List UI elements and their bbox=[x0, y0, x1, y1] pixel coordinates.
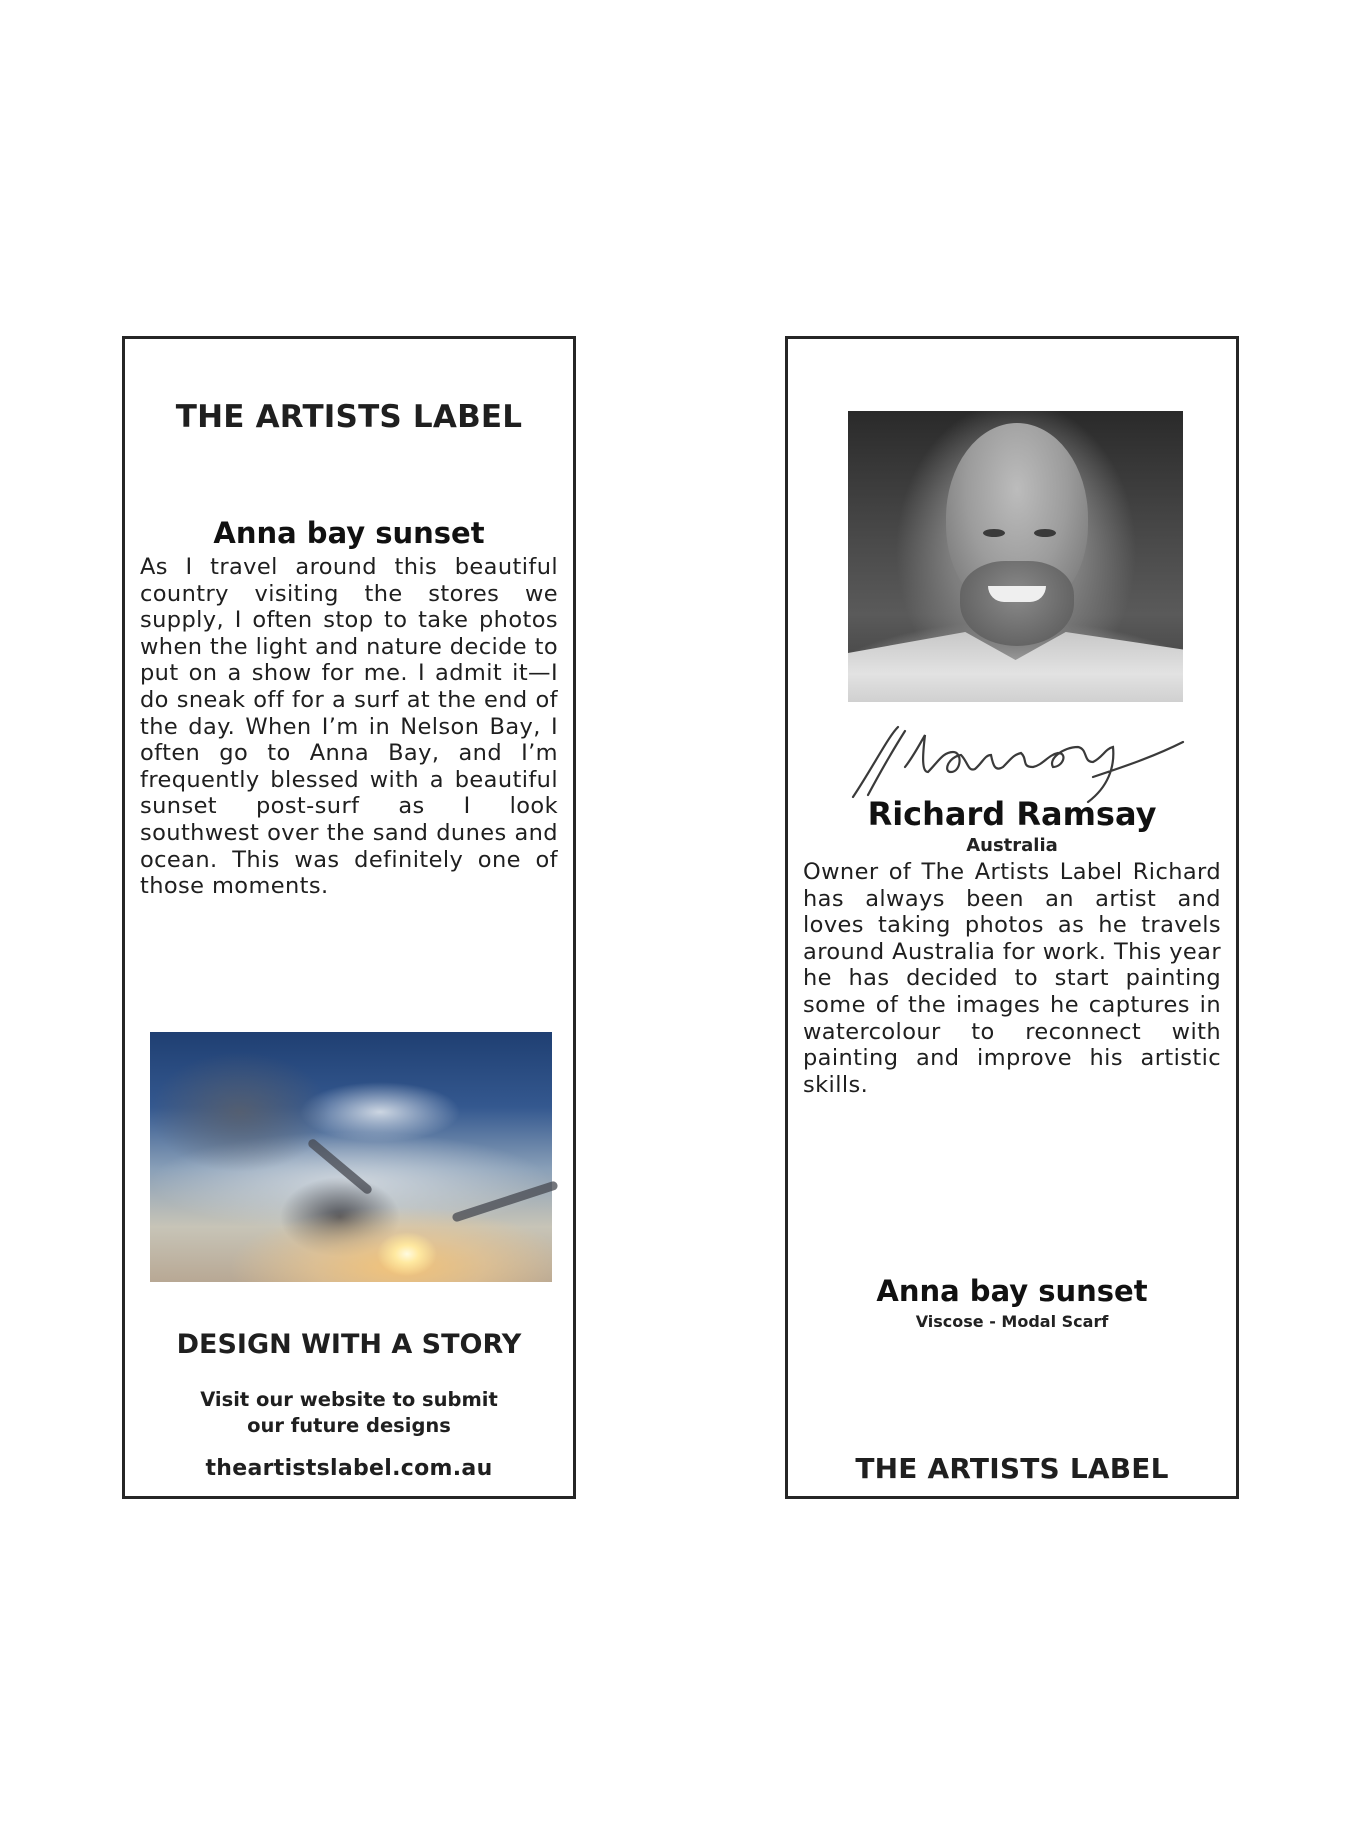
artist-name: Richard Ramsay bbox=[867, 795, 1157, 833]
cta-line-2: our future designs bbox=[247, 1414, 451, 1437]
brand-heading: THE ARTISTS LABEL bbox=[175, 399, 523, 435]
design-title: Anna bay sunset bbox=[213, 516, 485, 550]
tagline: DESIGN WITH A STORY bbox=[176, 1329, 522, 1360]
design-story-text: As I travel around this beautiful country visiting the stores we supply, I often stop to take photos when the light and nature decide to put on a show for me. I admit it—I do sneak off for a surf at the end of the day. When I’m in Nelson Bay, I often go to Anna Bay, and I’m frequently blessed with a beautiful sunset post-surf as I look southwest over the sand dunes and ocean. This was definitely one of those moments. bbox=[140, 554, 558, 900]
artist-country: Australia bbox=[966, 835, 1058, 856]
signature-icon bbox=[843, 717, 1193, 807]
brand-footer: THE ARTISTS LABEL bbox=[855, 1452, 1169, 1485]
website-link[interactable]: theartistslabel.com.au bbox=[205, 1456, 493, 1481]
cta-line-1: Visit our website to submit bbox=[200, 1388, 498, 1411]
story-card-front bbox=[122, 336, 576, 1499]
artist-bio-text: Owner of The Artists Label Richard has always been an artist and loves taking photos as he travels around Australia for work. This year he has decided to start painting some of the images he captures in watercolour to reconnect with painting and improve his artistic skills. bbox=[803, 859, 1221, 1098]
product-subtitle: Viscose - Modal Scarf bbox=[915, 1312, 1109, 1331]
artist-card-back bbox=[785, 336, 1239, 1499]
artist-portrait-image bbox=[848, 411, 1183, 702]
product-title: Anna bay sunset bbox=[876, 1274, 1148, 1308]
sunset-sky-image bbox=[150, 1032, 552, 1282]
